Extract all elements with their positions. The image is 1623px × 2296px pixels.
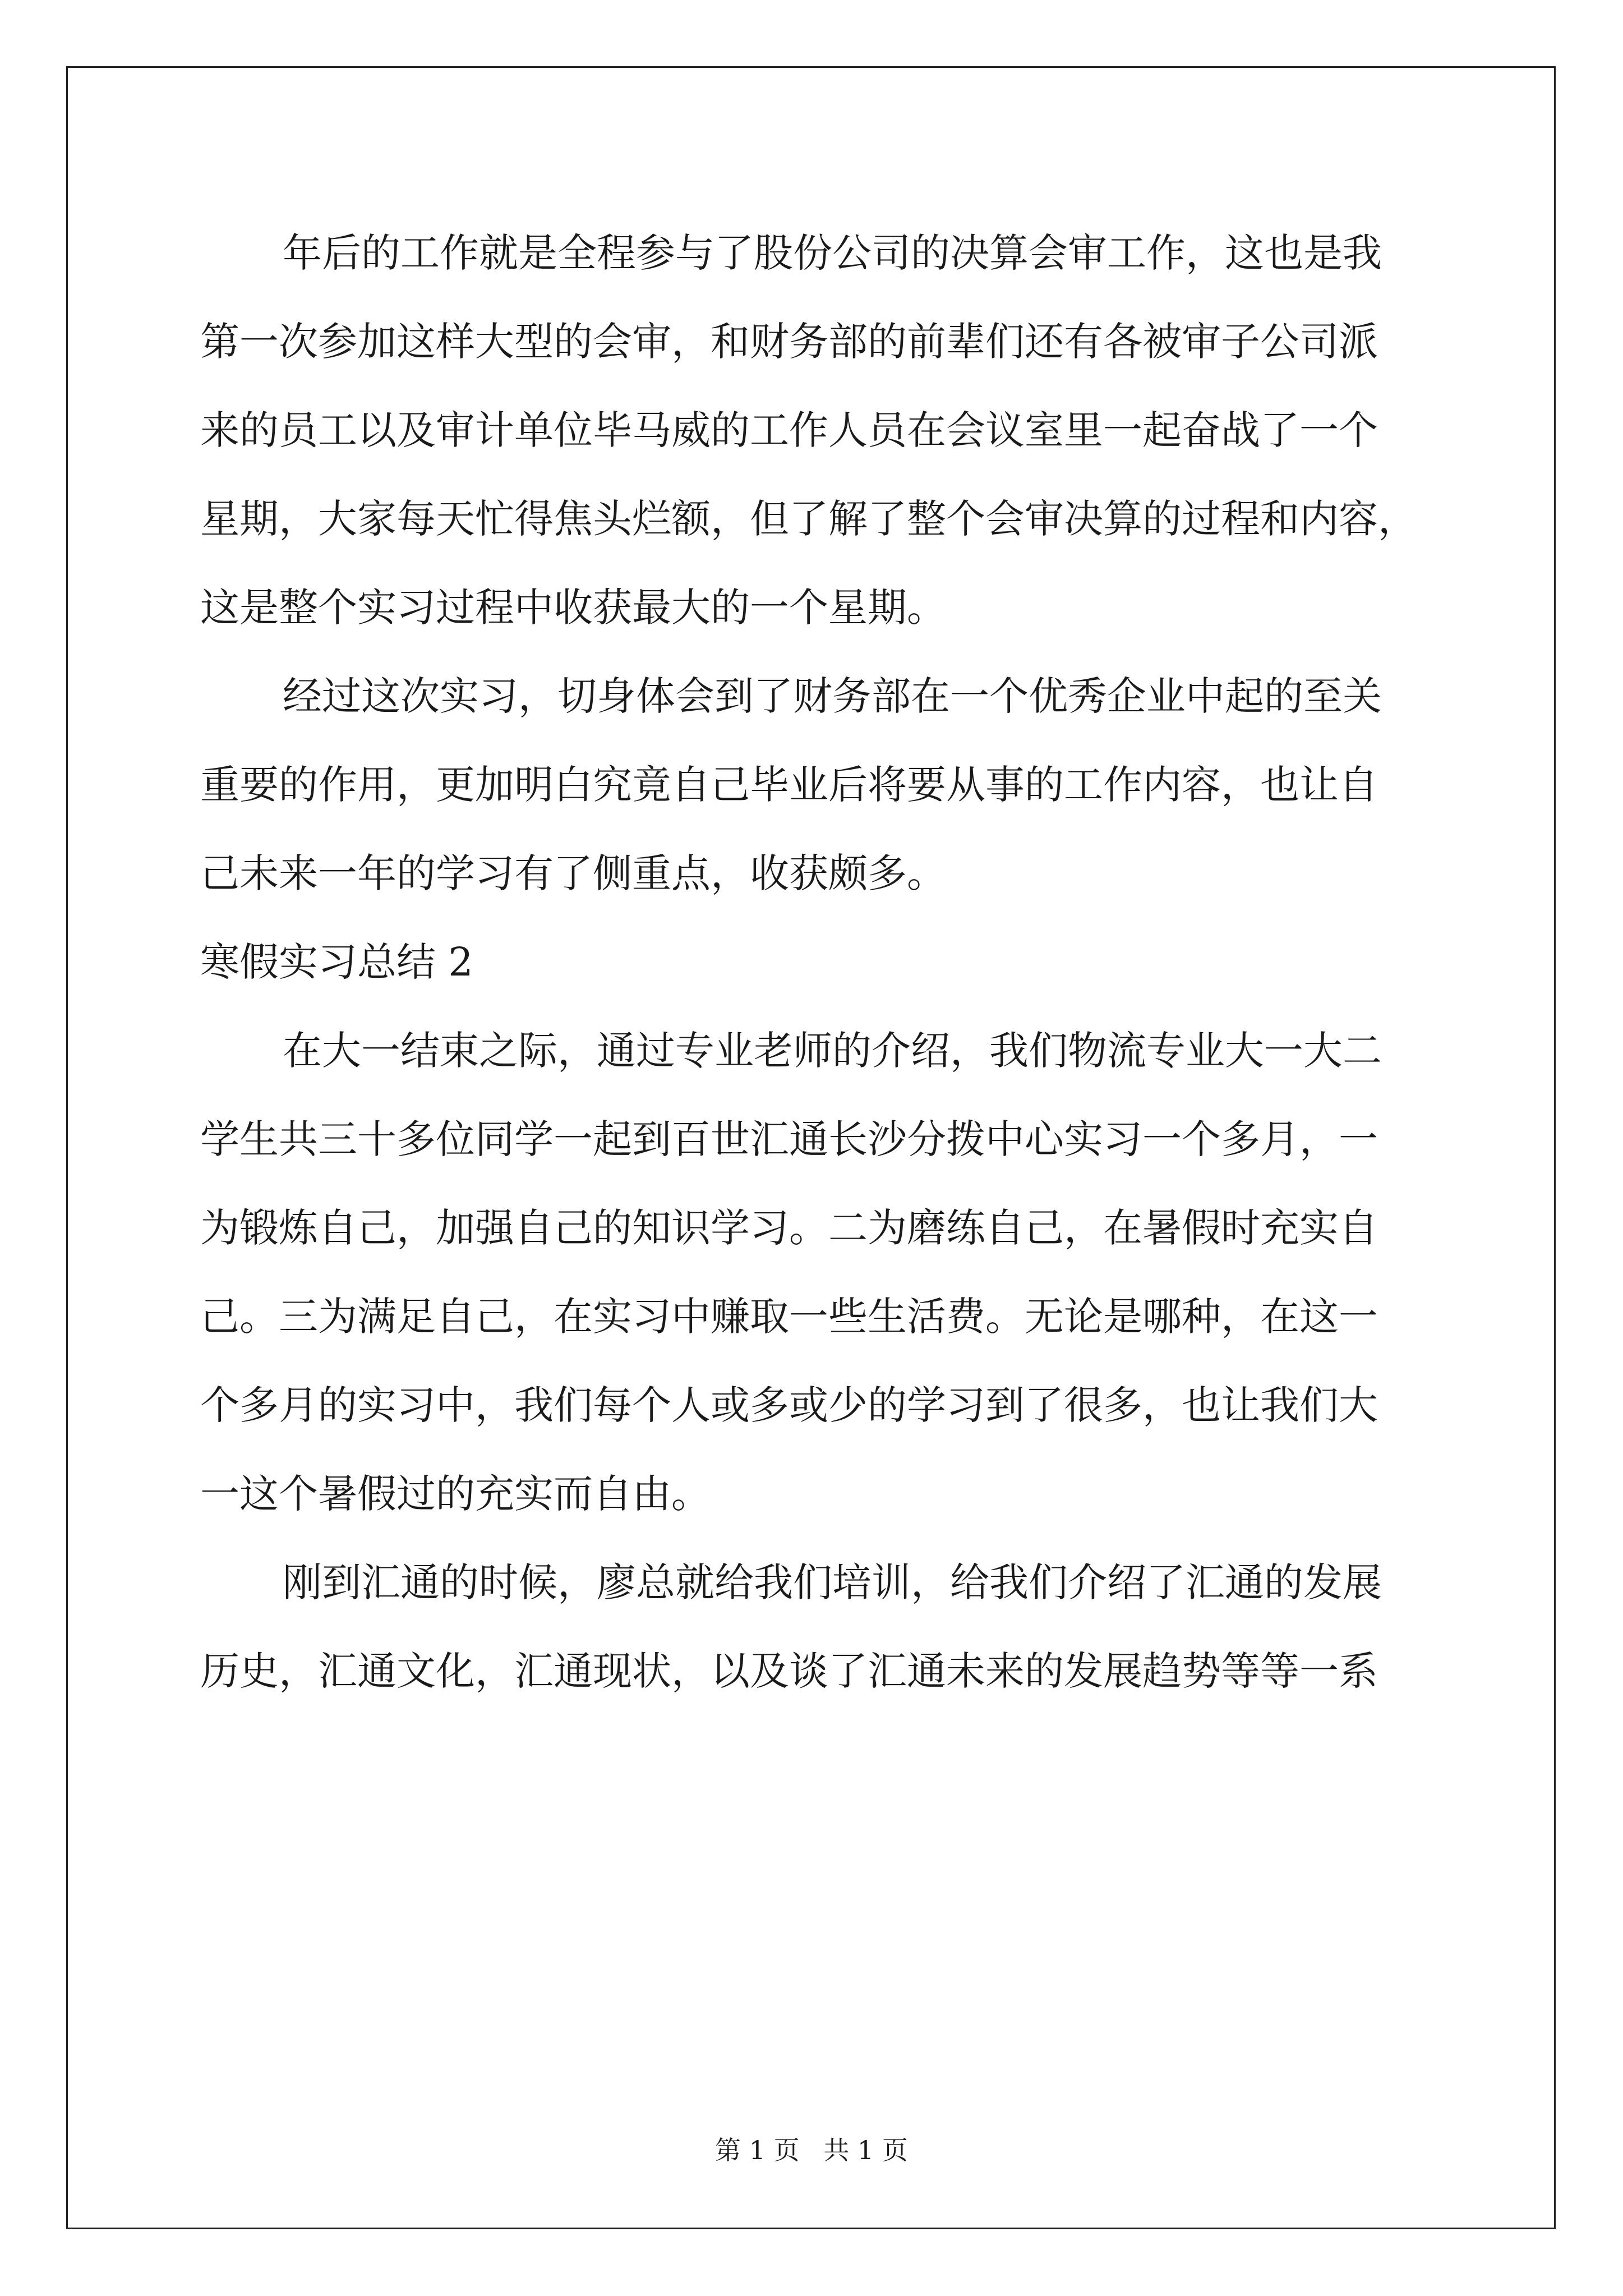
text-line: 星期，大家每天忙得焦头烂额，但了解了整个会审决算的过程和内容， (200, 496, 1417, 542)
text-line: 个多月的实习中，我们每个人或多或少的学习到了很多，也让我们大 (200, 1382, 1378, 1428)
section-heading: 寒假实习总结 2 (200, 939, 473, 985)
text-line: 年后的工作就是全程参与了股份公司的决算会审工作，这也是我 (283, 230, 1382, 276)
page-footer (0, 2133, 1623, 2167)
page-total: 共 1 页 (823, 2135, 908, 2165)
text-line: 经过这次实习，切身体会到了财务部在一个优秀企业中起的至关 (283, 673, 1382, 719)
text-line: 刚到汇通的时候，廖总就给我们培训，给我们介绍了汇通的发展 (283, 1559, 1382, 1605)
text-line: 己未来一年的学习有了侧重点，收获颇多。 (200, 850, 946, 896)
text-line: 在大一结束之际，通过专业老师的介绍，我们物流专业大一大二 (283, 1028, 1382, 1074)
text-line: 第一次参加这样大型的会审，和财务部的前辈们还有各被审子公司派 (200, 319, 1378, 365)
text-line: 学生共三十多位同学一起到百世汇通长沙分拨中心实习一个多月，一 (200, 1116, 1378, 1162)
text-line: 一这个暑假过的充实而自由。 (200, 1471, 711, 1517)
text-line: 为锻炼自己，加强自己的知识学习。二为磨练自己，在暑假时充实自 (200, 1205, 1378, 1251)
text-line: 历史，汇通文化，汇通现状，以及谈了汇通未来的发展趋势等等一系 (200, 1648, 1378, 1694)
text-line: 这是整个实习过程中收获最大的一个星期。 (200, 585, 946, 631)
page-number: 第 1 页 (715, 2135, 800, 2165)
text-line: 己。三为满足自己，在实习中赚取一些生活费。无论是哪种，在这一 (200, 1294, 1378, 1340)
text-line: 重要的作用，更加明白究竟自己毕业后将要从事的工作内容，也让自 (200, 762, 1378, 808)
text-line: 来的员工以及审计单位毕马威的工作人员在会议室里一起奋战了一个 (200, 407, 1378, 453)
document-body (200, 209, 1430, 1715)
